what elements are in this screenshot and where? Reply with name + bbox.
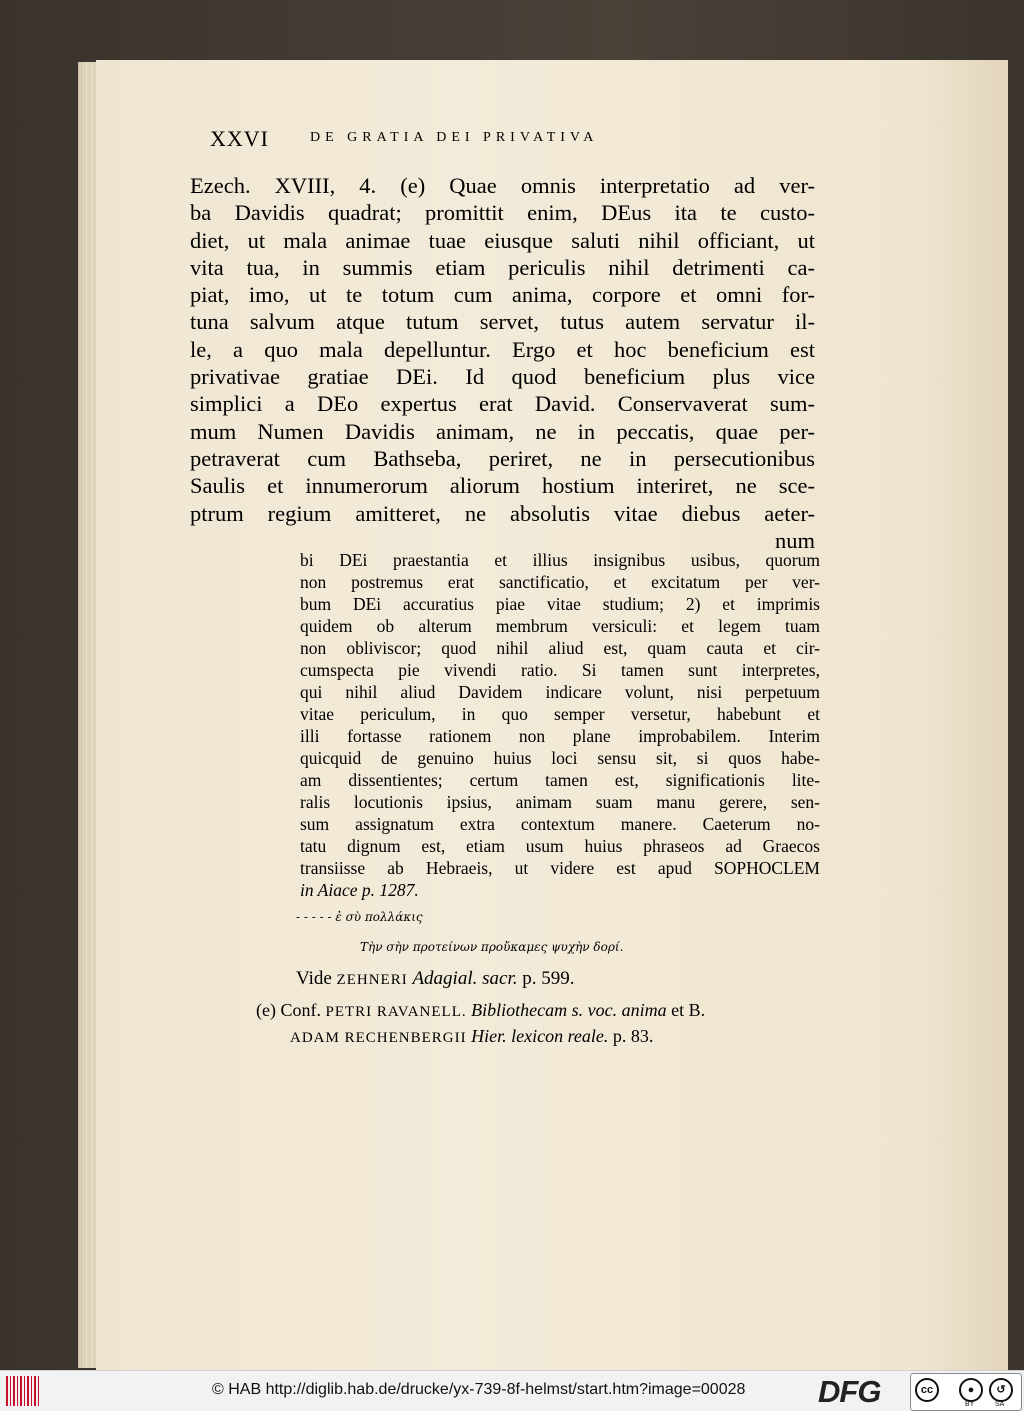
main-line: petraverat cum Bathseba, periret, ne in persecutionibus: [190, 445, 815, 471]
footnote-line: bum DEi accuratius piae vitae studium; 2) et imprimis: [300, 594, 820, 614]
main-line: ptrum regium amitteret, ne absolutis vitae diebus aeter-: [190, 500, 815, 526]
page-number: XXVI: [210, 126, 269, 151]
conf-prefix: Conf.: [280, 1000, 321, 1020]
footnote-line: qui nihil aliud Davidem indicare volunt, nisi perpetuum: [300, 682, 820, 702]
license-by-label: BY: [965, 1401, 975, 1408]
footnote-line: non postremus erat sanctificatio, et excitatum per ver-: [300, 572, 820, 592]
footnote-line: tatu dignum est, etiam usum huius phraseos ad Graecos: [300, 836, 820, 856]
footnote-line: illi fortasse rationem non plane improbabilem. Interim: [300, 726, 820, 746]
vide-prefix: Vide: [296, 968, 332, 989]
conf-reference: [256, 1000, 705, 1021]
main-line: Ezech. XVIII, 4. (e) Quae omnis interpretatio ad ver-: [190, 173, 815, 198]
footnote-line: bi DEi praestantia et illius insignibus usibus, quorum: [300, 550, 820, 570]
credit-link[interactable]: © HAB http://diglib.hab.de/drucke/yx-739-8f-helmst/start.htm?image=00028: [212, 1381, 746, 1398]
viewer-footer: [0, 1370, 1024, 1411]
footnote-line: ralis locutionis ipsius, animam suam manu gerere, sen-: [300, 792, 820, 812]
footnote-marker: (e): [256, 1000, 276, 1020]
footnote-line: non obliviscor; quod nihil aliud est, quam cauta et cir-: [300, 638, 820, 658]
sa-icon: ↺: [989, 1378, 1013, 1402]
vide-author: ZEHNERI: [336, 972, 408, 988]
main-line: diet, ut mala animae tuae eiusque saluti nihil officiant, ut: [190, 227, 815, 253]
vide-reference: [296, 968, 574, 990]
conf-page-2: p. 83.: [612, 1026, 654, 1046]
by-icon: ●: [959, 1378, 983, 1402]
dfg-logo[interactable]: DFG: [818, 1374, 881, 1409]
footnote-line: sum assignatum extra contextum manere. Caeterum no-: [300, 814, 820, 834]
main-line: simplici a DEo expertus erat David. Conservaverat sum-: [190, 391, 815, 417]
footnote-block: [300, 549, 820, 901]
conf-author: PETRI RAVANELL.: [325, 1004, 467, 1020]
page-header: [210, 126, 850, 156]
cc-license-badge[interactable]: [910, 1373, 1022, 1411]
footnote-line: am dissentientes; certum tamen est, significationis lite-: [300, 770, 820, 790]
conf-author-2: ADAM RECHENBERGII: [290, 1030, 467, 1046]
running-title: DE GRATIA DEI PRIVATIVA: [310, 130, 599, 145]
main-line: piat, imo, ut te totum cum anima, corpore et omni for-: [190, 282, 815, 308]
footnote-line: in Aiace p. 1287.: [300, 880, 419, 900]
main-line-catchword: num: [774, 527, 815, 553]
main-line: le, a quo mala depelluntur. Ergo et hoc beneficium est: [190, 336, 815, 362]
footnote-line: quidem ob alterum membrum versiculi: et legem tuam: [300, 616, 820, 636]
cc-icon: cc: [915, 1378, 939, 1402]
footnote-line: cumspecta pie vivendi ratio. Si tamen sunt interpretes,: [300, 660, 820, 680]
greek-quote-line-1: - - - - - ἐ σὺ πολλάκις: [296, 910, 423, 924]
conf-and: et B.: [671, 1000, 706, 1020]
main-line: Saulis et innumerorum aliorum hostium interiret, ne sce-: [190, 473, 815, 499]
main-line: ba Davidis quadrat; promittit enim, DEus ita te custo-: [190, 200, 815, 226]
footnote-line: quicquid de genuino huius loci sensu sit, si quos habe-: [300, 748, 820, 768]
main-line: tuna salvum atque tutum servet, tutus autem servatur il-: [190, 309, 815, 335]
license-sa-label: SA: [995, 1401, 1005, 1408]
greek-quote-line-2: Τὴν σὴν προτείνων προὔκαμες ψυχὴν δορί.: [360, 940, 624, 954]
main-line: mum Numen Davidis animam, ne in peccatis, quae per-: [190, 418, 815, 444]
hab-barcode-icon: [6, 1376, 40, 1406]
footnote-line: transiisse ab Hebraeis, ut videre est apud SOPHOCLEM: [300, 858, 820, 878]
vide-work: Adagial. sacr.: [412, 968, 518, 989]
conf-work: Bibliothecam s. voc. anima: [471, 1000, 667, 1020]
conf-reference-cont: [290, 1026, 653, 1047]
main-text-block: [190, 172, 815, 554]
footnote-line: vitae periculum, in quo semper versetur, habebunt et: [300, 704, 820, 724]
main-line: privativae gratiae DEi. Id quod beneficium plus vice: [190, 364, 815, 390]
conf-work-2: Hier. lexicon reale.: [471, 1026, 609, 1046]
main-line: vita tua, in summis etiam periculis nihil detrimenti ca-: [190, 254, 815, 280]
vide-page: p. 599.: [522, 968, 575, 989]
